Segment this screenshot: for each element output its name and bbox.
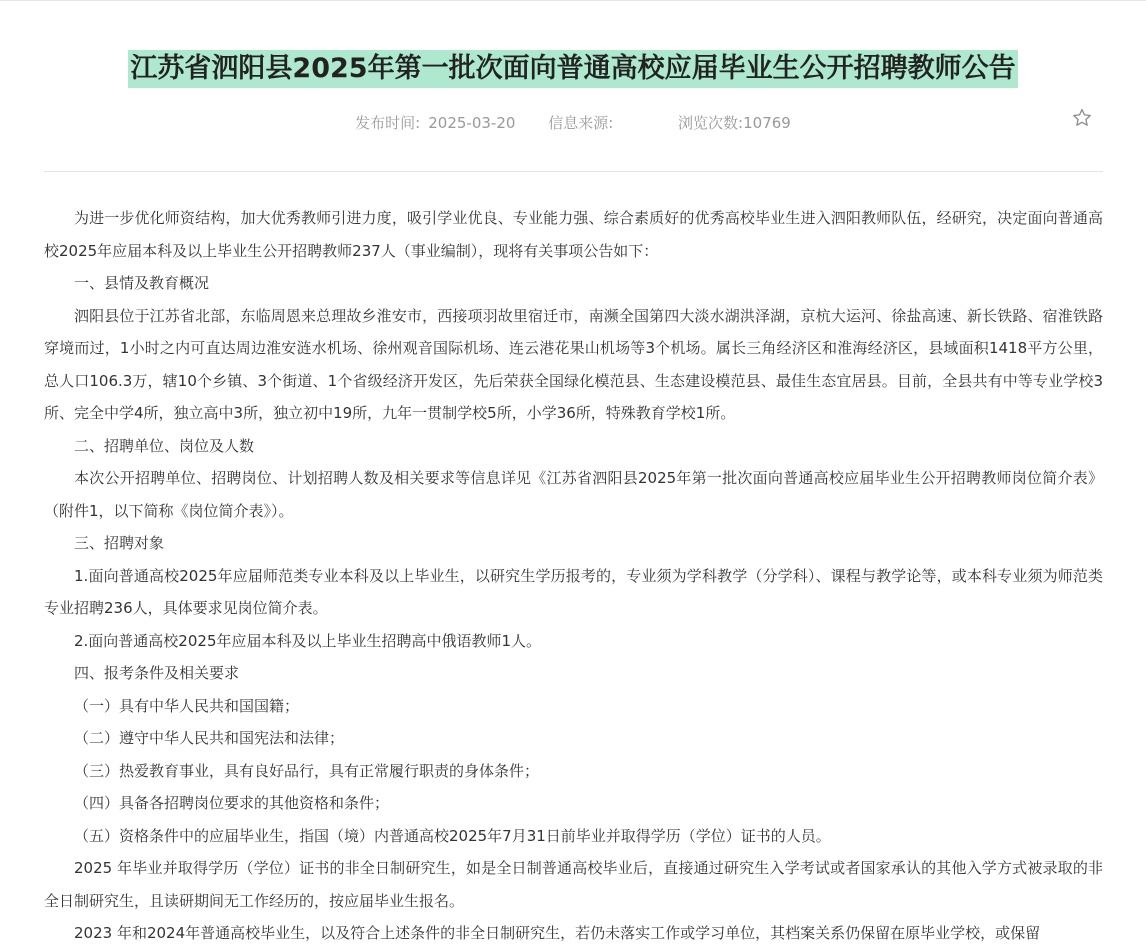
article-title: 江苏省泗阳县2025年第一批次面向普通高校应届毕业生公开招聘教师公告 xyxy=(128,50,1017,88)
section-heading-4: 四、报考条件及相关要求 xyxy=(74,664,240,682)
view-count xyxy=(678,112,791,134)
article-body xyxy=(44,202,1103,950)
title-area xyxy=(0,50,1146,88)
section-heading-1: 一、县情及教育概况 xyxy=(74,274,210,292)
section-heading-3: 三、招聘对象 xyxy=(74,534,165,552)
prior-graduate-paragraph: 2023 年和2024年普通高校毕业生，以及符合上述条件的非全日制研究生，若仍未落实工作或学习单位，其档案关系仍保留在原毕业学校，或保留 xyxy=(74,924,1041,942)
intro-paragraph: 为进一步优化师资结构，加大优秀教师引进力度，吸引学业优良、专业能力强、综合素质好的优秀高校毕业生进入泗阳教师队伍，经研究，决定面向普通高校2025年应届本科及以上毕业生公开招聘教师237人（事业编制），现将有关事项公告如下： xyxy=(44,209,1103,260)
target-item-1: 1.面向普通高校2025年应届师范类专业本科及以上毕业生，以研究生学历报考的，专业须为学科教学（分学科）、课程与教学论等，或本科专业须为师范类专业招聘236人，具体要求见岗位简介表。 xyxy=(44,566,1103,617)
target-item-2: 2.面向普通高校2025年应届本科及以上毕业生招聘高中俄语教师1人。 xyxy=(74,631,542,650)
info-source xyxy=(548,112,645,134)
condition-item-5: （五）资格条件中的应届毕业生，指国（境）内普通高校2025年7月31日前毕业并取得学历（学位）证书的人员。 xyxy=(74,826,831,845)
view-count-label: 浏览次数: xyxy=(678,114,744,132)
info-source-label: 信息来源: xyxy=(548,114,614,132)
article-meta xyxy=(0,112,1146,134)
favorite-button[interactable] xyxy=(1071,107,1093,129)
publish-time-value: 2025-03-20 xyxy=(428,114,516,132)
publish-time xyxy=(355,112,515,134)
condition-item-3: （三）热爱教育事业，具有良好品行，具有正常履行职责的身体条件； xyxy=(74,761,540,780)
publish-time-label: 发布时间: xyxy=(355,114,421,132)
header-divider xyxy=(44,171,1103,172)
condition-item-2: （二）遵守中华人民共和国宪法和法律； xyxy=(74,729,345,747)
section-heading-2: 二、招聘单位、岗位及人数 xyxy=(74,436,255,455)
top-border xyxy=(0,0,1146,1)
condition-item-1: （一）具有中华人民共和国国籍； xyxy=(74,696,300,715)
county-overview-paragraph: 泗阳县位于江苏省北部，东临周恩来总理故乡淮安市，西接项羽故里宿迁市，南濒全国第四大淡水湖洪泽湖，京杭大运河、徐盐高速、新长铁路、宿淮铁路穿境而过，1小时之内可直达周边淮安涟水机场、徐州观音国际机场、连云港花果山机场等3个机场。属长三角经济区和淮海经济区，县域面积1418平方公里，总人口106.3万，辖10个乡镇、3个街道、1个省级经济开发区，先后荣获全国绿化模范县、生态建设模范县、最佳生态宜居县。目前，全县共有中等专业学校3所、完全中学4所，独立高中3所，独立初中19所，九年一贯制学校5所，小学36所，特殊教育学校1所。 xyxy=(44,306,1103,422)
view-count-value: 10769 xyxy=(743,114,791,132)
condition-item-4: （四）具备各招聘岗位要求的其他资格和条件； xyxy=(74,794,390,812)
star-outline-icon xyxy=(1071,107,1093,129)
graduate-note-paragraph: 2025 年毕业并取得学历（学位）证书的非全日制研究生，如是全日制普通高校毕业后，直接通过研究生入学考试或者国家承认的其他入学方式被录取的非全日制研究生，且读研期间无工作经历的，按应届毕业生报名。 xyxy=(44,859,1103,910)
positions-paragraph: 本次公开招聘单位、招聘岗位、计划招聘人数及相关要求等信息详见《江苏省泗阳县2025年第一批次面向普通高校应届毕业生公开招聘教师岗位简介表》（附件1，以下简称《岗位简介表》）。 xyxy=(44,469,1103,520)
